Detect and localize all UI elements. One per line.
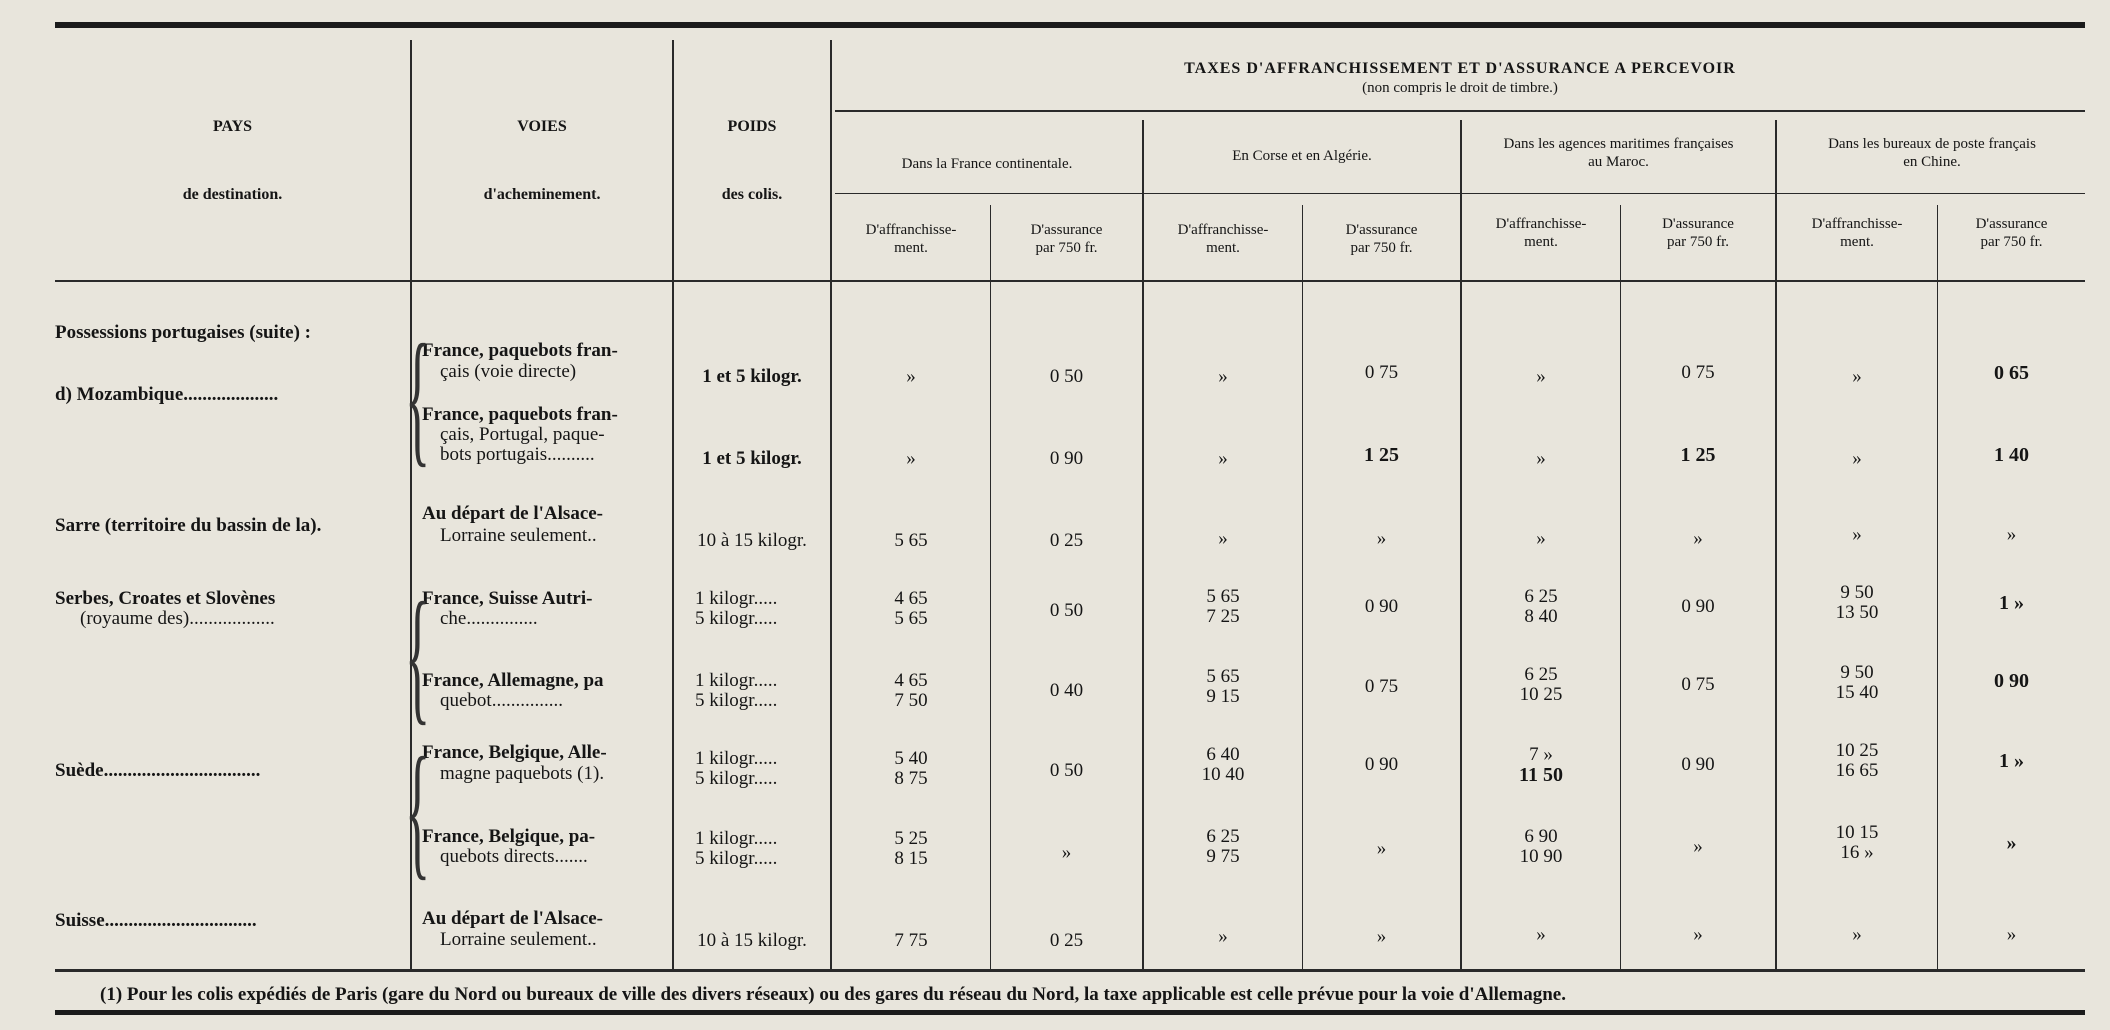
cell: 1 40 [1994, 444, 2029, 466]
cell: 0 90 [1681, 754, 1715, 775]
cell: 10 25 [1835, 740, 1879, 761]
voie-suede-1b: magne paquebots (1). [440, 763, 605, 784]
cell: 16 65 [1835, 760, 1879, 781]
cell: 9 50 [1840, 662, 1874, 683]
poids-suisse: 10 à 15 kilogr. [697, 930, 807, 951]
group-maroc-2: au Maroc. [1588, 154, 1649, 170]
cell: 1 25 [1680, 444, 1716, 466]
cell: 0 90 [1364, 754, 1399, 775]
subcol-rule-4 [1937, 205, 1938, 970]
group-chine-2: en Chine. [1903, 154, 1961, 170]
col-rule-poids [672, 40, 674, 970]
cell: 0 90 [1994, 670, 2029, 692]
sub-ass-maroc: D'assurance [1662, 216, 1734, 232]
cell: » [1536, 924, 1546, 945]
cell: 0 50 [1049, 760, 1084, 781]
cell: 0 25 [1049, 530, 1084, 551]
cell: 0 90 [1364, 596, 1399, 617]
sub-ass-corse-2: par 750 fr. [1350, 240, 1413, 256]
cell: » [1852, 366, 1862, 387]
cell: 9 75 [1206, 846, 1240, 867]
cell: » [1376, 926, 1387, 947]
cell: 1 » [1999, 592, 2024, 614]
poids-sarre: 10 à 15 kilogr. [697, 530, 807, 551]
cell: 5 65 [894, 608, 928, 629]
top-rule [55, 22, 2085, 28]
poids-suede-2a: 1 kilogr..... [695, 828, 778, 849]
group-chine-1: Dans les bureaux de poste français [1828, 136, 2036, 152]
cell: 6 90 [1524, 826, 1558, 847]
brace-suede: { [405, 727, 431, 893]
cell: 0 75 [1364, 676, 1399, 697]
sub-ass-chine-2: par 750 fr. [1980, 234, 2043, 250]
cell: 0 50 [1049, 366, 1084, 387]
bottom-rule [55, 1010, 2085, 1015]
cell: 10 25 [1519, 684, 1563, 705]
pays-serbes-b: (royaume des).................. [80, 608, 275, 629]
cell: » [2006, 924, 2017, 945]
cell: » [1536, 448, 1546, 469]
cell: 0 90 [1681, 596, 1715, 617]
cell: » [906, 366, 916, 387]
voie-serbes-1a: France, Suisse Autri- [422, 588, 593, 609]
poids-moz-2: 1 et 5 kilogr. [702, 448, 802, 469]
cell: » [1852, 924, 1862, 945]
cell: 16 » [1840, 842, 1874, 863]
col-voies-title: VOIES [517, 118, 567, 135]
cell: 6 25 [1524, 664, 1558, 685]
sub-affr-maroc-2: ment. [1524, 234, 1558, 250]
poids-serbes-1a: 1 kilogr..... [695, 588, 778, 609]
voie-moz-1a: France, paquebots fran- [422, 340, 618, 361]
cell: 10 90 [1519, 846, 1563, 867]
voie-sarre-a: Au départ de l'Alsace- [422, 503, 604, 524]
sub-affr-france-2: ment. [894, 240, 928, 256]
cell: 5 65 [894, 530, 928, 551]
cell: » [1061, 842, 1072, 863]
cell: 5 65 [1206, 666, 1240, 687]
main-subtitle: (non compris le droit de timbre.) [1362, 80, 1558, 96]
cell: 10 40 [1201, 764, 1245, 785]
voie-serbes-2b: quebot............... [440, 690, 563, 711]
poids-moz-1: 1 et 5 kilogr. [702, 366, 802, 387]
cell: 0 65 [1994, 362, 2029, 384]
voie-moz-2c: bots portugais.......... [440, 444, 595, 465]
cell: 0 25 [1049, 930, 1084, 951]
cell: » [1693, 924, 1703, 945]
voie-suede-1a: France, Belgique, Alle- [422, 742, 607, 763]
voie-suede-2a: France, Belgique, pa- [422, 826, 596, 847]
cell: » [1852, 524, 1862, 545]
cell: » [1218, 528, 1228, 549]
voie-moz-2b: çais, Portugal, paque- [440, 424, 605, 445]
sub-ass-corse: D'assurance [1345, 222, 1418, 238]
cell: 7 75 [894, 930, 928, 951]
voie-suisse-b: Lorraine seulement.. [440, 929, 597, 950]
cell: 5 65 [1206, 586, 1240, 607]
pays-suisse: Suisse................................ [55, 910, 257, 931]
voie-moz-2a: France, paquebots fran- [422, 404, 618, 425]
cell: 4 65 [894, 588, 928, 609]
cell: 6 25 [1524, 586, 1558, 607]
cell: » [1376, 838, 1387, 859]
cell: 6 25 [1206, 826, 1240, 847]
cell: 9 15 [1206, 686, 1240, 707]
cell: » [2006, 832, 2017, 854]
cell: 0 75 [1681, 362, 1715, 383]
voie-sarre-b: Lorraine seulement.. [440, 525, 597, 546]
voie-suisse-a: Au départ de l'Alsace- [422, 908, 604, 929]
voie-serbes-1b: che............... [440, 608, 538, 629]
col-pays-title: PAYS [212, 118, 253, 135]
poids-serbes-2a: 1 kilogr..... [695, 670, 778, 691]
sub-affr-corse: D'affranchisse- [1177, 222, 1269, 238]
cell: 8 15 [894, 848, 928, 869]
cell: » [1218, 366, 1228, 387]
cell: 9 50 [1840, 582, 1874, 603]
footnote: (1) Pour les colis expédiés de Paris (gare du Nord ou bureaux de ville des divers réseaux) ou des gares du réseau du Nord, la taxe applicable est celle prévue pour la voie d'Allemagne. [100, 984, 1566, 1005]
cell: 5 25 [894, 828, 928, 849]
cell: » [1852, 448, 1862, 469]
brace-serbes: { [405, 572, 431, 738]
main-title: TAXES D'AFFRANCHISSEMENT ET D'ASSURANCE A PERCEVOIR [1184, 60, 1736, 77]
pays-sarre: Sarre (territoire du bassin de la). [55, 515, 322, 536]
cell: » [1218, 448, 1228, 469]
cell: 11 50 [1519, 764, 1563, 786]
header-bottom-rule [55, 280, 2085, 282]
cell: 7 25 [1206, 606, 1240, 627]
col-pays-subtitle: de destination. [182, 186, 283, 203]
cell: 6 40 [1206, 744, 1240, 765]
voie-moz-1b: çais (voie directe) [440, 361, 577, 382]
pays-suede: Suède................................. [55, 760, 261, 781]
cell: » [1536, 366, 1546, 387]
sub-ass-france-2: par 750 fr. [1035, 240, 1098, 256]
sub-affr-france: D'affranchisse- [865, 222, 957, 238]
cell: 10 15 [1835, 822, 1879, 843]
voie-serbes-2a: France, Allemagne, pa [422, 670, 604, 691]
cell: » [1376, 528, 1387, 549]
group-maroc-1: Dans les agences maritimes françaises [1503, 136, 1734, 152]
col-poids-subtitle: des colis. [721, 186, 783, 203]
sub-affr-chine: D'affranchisse- [1811, 216, 1903, 232]
cell: 4 65 [894, 670, 928, 691]
sub-affr-maroc: D'affranchisse- [1495, 216, 1587, 232]
group-france: Dans la France continentale. [901, 156, 1073, 172]
cell: 0 40 [1049, 680, 1084, 701]
cell: 7 » [1529, 744, 1553, 765]
poids-suede-1a: 1 kilogr..... [695, 748, 778, 769]
sub-ass-france: D'assurance [1030, 222, 1103, 238]
group-underline [835, 193, 2085, 194]
cell: 8 75 [894, 768, 928, 789]
voie-suede-2b: quebots directs....... [440, 846, 588, 867]
cell: 0 90 [1049, 448, 1084, 469]
cell: 1 25 [1364, 444, 1399, 466]
sub-affr-chine-2: ment. [1840, 234, 1874, 250]
cell: 15 40 [1835, 682, 1879, 703]
cell: 7 50 [894, 690, 928, 711]
cell: » [2006, 524, 2017, 545]
title-underline [835, 110, 2085, 112]
cell: » [1536, 528, 1546, 549]
cell: 0 75 [1681, 674, 1715, 695]
col-poids-title: POIDS [727, 118, 777, 135]
cell: 0 50 [1049, 600, 1084, 621]
col-voies-subtitle: d'acheminement. [483, 186, 601, 203]
cell: 1 » [1999, 750, 2024, 772]
cell: » [1693, 528, 1703, 549]
brace-mozambique: { [405, 314, 431, 480]
cell: » [1218, 926, 1228, 947]
cell: 0 75 [1364, 362, 1399, 383]
poids-suede-2b: 5 kilogr..... [695, 848, 778, 869]
sub-ass-chine: D'assurance [1975, 216, 2048, 232]
group-corse: En Corse et en Algérie. [1232, 148, 1372, 164]
cell: 5 40 [894, 748, 928, 769]
poids-serbes-1b: 5 kilogr..... [695, 608, 778, 629]
sub-affr-corse-2: ment. [1206, 240, 1240, 256]
cell: » [906, 448, 916, 469]
footnote-rule [55, 969, 2085, 972]
section-title: Possessions portugaises (suite) : [55, 322, 311, 343]
sub-ass-maroc-2: par 750 fr. [1666, 234, 1730, 250]
cell: 13 50 [1835, 602, 1879, 623]
pays-serbes-a: Serbes, Croates et Slovènes [55, 588, 276, 609]
cell: 8 40 [1524, 606, 1558, 627]
pays-mozambique: d) Mozambique.................... [55, 384, 279, 405]
poids-serbes-2b: 5 kilogr..... [695, 690, 778, 711]
poids-suede-1b: 5 kilogr..... [695, 768, 778, 789]
cell: » [1693, 836, 1703, 857]
